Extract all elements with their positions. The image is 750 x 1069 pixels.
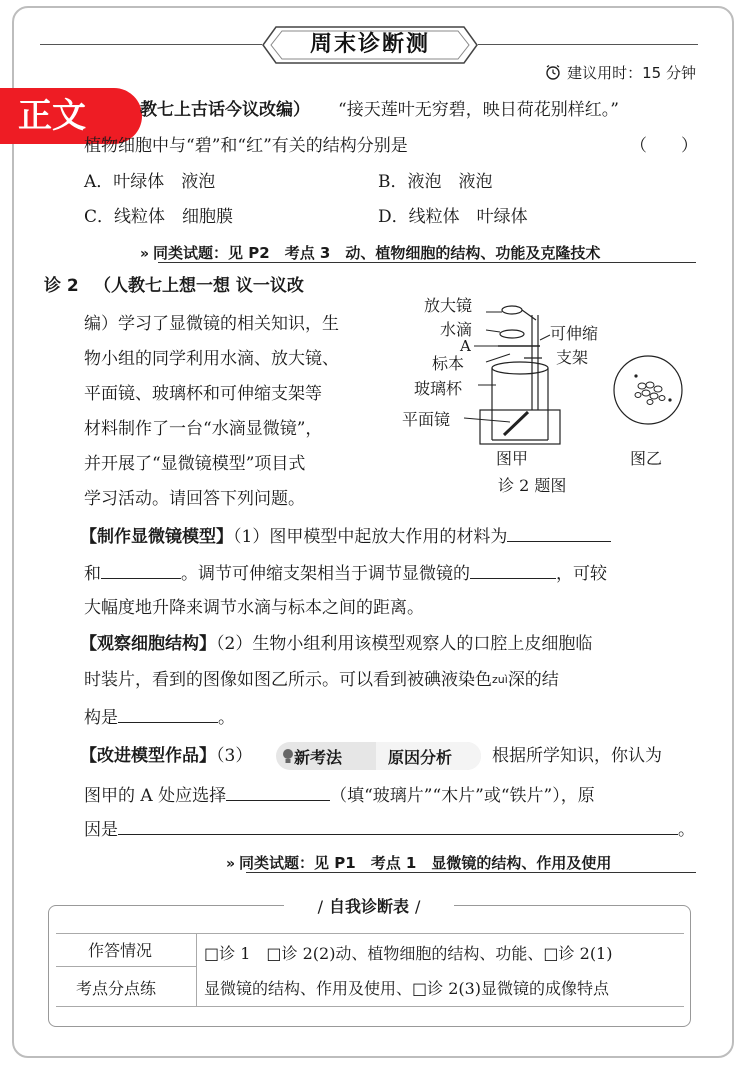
q2-part1-line2 [84, 560, 607, 586]
q1-option-c: C．线粒体 细胞膜 [84, 207, 234, 227]
figure-caption: 诊 2 题图 [498, 476, 567, 495]
clock-icon [545, 64, 561, 80]
q2-label: 诊 2 [44, 276, 79, 296]
double-chevron-icon: » [226, 856, 236, 872]
label-glass: 玻璃杯 [414, 379, 463, 398]
table-rule-bottom [56, 1006, 684, 1007]
mirror-shape [504, 412, 528, 435]
q2-part1-text-a: （1）图甲模型中起放大作用的材料为 [233, 527, 508, 547]
row-text-1: □诊 1 □诊 2(2)动、植物细胞的结构、功能、□诊 2(1) [204, 944, 613, 963]
q2-part3-text-b: 根据所学知识，你认为 [492, 746, 662, 766]
q2-part1-text-d: ，可较 [556, 564, 607, 584]
q2-part3-line2 [84, 782, 595, 808]
q2-part2-text-b: 时装片，看到的图像如图乙所示。可以看到被碘液染色 [84, 670, 492, 690]
title-rule-right [478, 44, 698, 45]
magnifier-shape [502, 306, 522, 314]
table-rule-vertical [196, 933, 197, 1006]
q1-stem: 植物细胞中与“碧”和“红”有关的结构分别是 [84, 136, 408, 156]
title-rule-left [40, 44, 262, 45]
q2-related-rule [246, 872, 696, 873]
q2-intro-line-5: 材料制作了一台“水滴显微镜”， [84, 419, 323, 439]
q2-part3-head-line [80, 744, 252, 768]
answer-blank-1[interactable] [507, 523, 611, 542]
answer-blank-4[interactable] [118, 704, 218, 723]
self-diagnosis-title-text: 自我诊断表 [328, 897, 409, 916]
q2-part3-head: 【改进模型作品】 [80, 746, 216, 766]
q2-intro-line-1: （人教七上想一想 议一议改 [94, 276, 304, 296]
q2-part2-text-a: （2）生物小组利用该模型观察人的口腔上皮细胞临 [216, 634, 593, 654]
label-water-drop: 水滴 [440, 320, 473, 339]
badge-main-text: 正文 [0, 88, 142, 144]
q2-part2-text-d: 构是 [84, 708, 118, 728]
section-title-box [262, 26, 478, 64]
q2-part1-line3: 大幅度地升降来调节水滴与标本之间的距离。 [84, 598, 424, 618]
q2-part2-text-c: 深的结 [507, 670, 559, 690]
q1-source: 教七上古话今议改编） [140, 100, 310, 120]
q2-part1-line1 [80, 523, 611, 549]
answer-blank-3[interactable] [470, 560, 556, 579]
self-diagnosis-title [284, 894, 454, 920]
label-magnifier: 放大镜 [424, 296, 473, 315]
slash-mark-right: / [415, 897, 421, 916]
q1-answer-paren: （ ） [630, 136, 698, 156]
pinyin-zui: zuì [492, 673, 508, 686]
label-stand-1: 可伸缩 [550, 324, 599, 343]
answer-blank-5[interactable] [226, 782, 330, 801]
tag-new-method: 新考法 [294, 748, 343, 767]
q2-part2-text-e: 。 [218, 708, 235, 728]
answer-blank-2[interactable] [101, 560, 181, 579]
q2-part1-text-c: 。调节可伸缩支架相当于调节显微镜的 [181, 564, 470, 584]
q2-part2-head: 【观察细胞结构】 [80, 634, 216, 654]
row-label-answers: 作答情况 [88, 941, 153, 960]
q1-related [140, 242, 600, 263]
label-a: A [460, 337, 471, 355]
q2-intro-line-2: 编）学习了显微镜的相关知识，生 [84, 314, 339, 334]
glass-cup [492, 362, 548, 440]
q2-part3-text-f: 。 [678, 820, 695, 840]
table-rule-mid [56, 966, 196, 967]
q2-part1-text-b: 和 [84, 564, 101, 584]
section-title: 周末诊断测 [309, 32, 430, 57]
q2-part3-line3 [84, 816, 695, 842]
q2-intro-line-3: 物小组的同学利用水滴、放大镜、 [84, 349, 339, 369]
q2-part1-head: 【制作显微镜模型】 [80, 527, 233, 547]
q1-related-text: 同类试题：见 P2 考点 3 动、植物细胞的结构、功能及克隆技术 [153, 244, 601, 262]
label-fig-a: 图甲 [496, 449, 529, 468]
answer-blank-6[interactable] [118, 816, 678, 835]
label-specimen: 标本 [432, 354, 465, 373]
label-fig-b: 图乙 [630, 449, 663, 468]
lightbulb-icon [282, 748, 294, 764]
q1-related-rule [158, 262, 696, 263]
q2-part3-text-a: （3） [216, 746, 253, 766]
label-mirror: 平面镜 [402, 410, 451, 429]
cheek-cells [635, 382, 665, 405]
time-note-text: 建议用时：15 分钟 [567, 64, 696, 82]
label-stand-2: 支架 [556, 348, 589, 367]
q2-part3-text-d: （填“玻璃片”“木片”或“铁片”），原 [330, 786, 595, 806]
q1-quote: “接天莲叶无穷碧，映日荷花别样红。” [338, 100, 619, 120]
q2-intro-line-6: 并开展了“显微镜模型”项目式 [84, 454, 306, 474]
q2-part2-line3 [84, 704, 235, 730]
q1-option-d: D．线粒体 叶绿体 [378, 207, 528, 227]
time-note [545, 62, 696, 83]
row-text-2: 显微镜的结构、作用及使用、□诊 2(3)显微镜的成像特点 [204, 979, 610, 998]
row-label-practice: 考点分点练 [76, 979, 157, 998]
table-rule-top [56, 933, 684, 934]
q2-part3-text-e: 因是 [84, 820, 118, 840]
q2-intro-line-7: 学习活动。请回答下列问题。 [84, 489, 305, 509]
q2-related [226, 852, 611, 873]
q2-part3-text-c: 图甲的 A 处应选择 [84, 786, 227, 806]
q1-option-a: A．叶绿体 液泡 [84, 172, 216, 192]
q1-option-b: B．液泡 液泡 [378, 172, 493, 192]
water-drop-shape [500, 330, 524, 338]
q2-intro-line-4: 平面镜、玻璃杯和可伸缩支架等 [84, 384, 322, 404]
q2-part2-line1 [80, 632, 592, 656]
q2-related-text: 同类试题：见 P1 考点 1 显微镜的结构、作用及使用 [239, 854, 612, 872]
slash-mark-left: / [317, 897, 323, 916]
tag-reason-analysis: 原因分析 [388, 748, 453, 767]
q2-part2-line2 [84, 668, 559, 692]
method-tag [276, 742, 481, 770]
double-chevron-icon: » [140, 246, 150, 262]
